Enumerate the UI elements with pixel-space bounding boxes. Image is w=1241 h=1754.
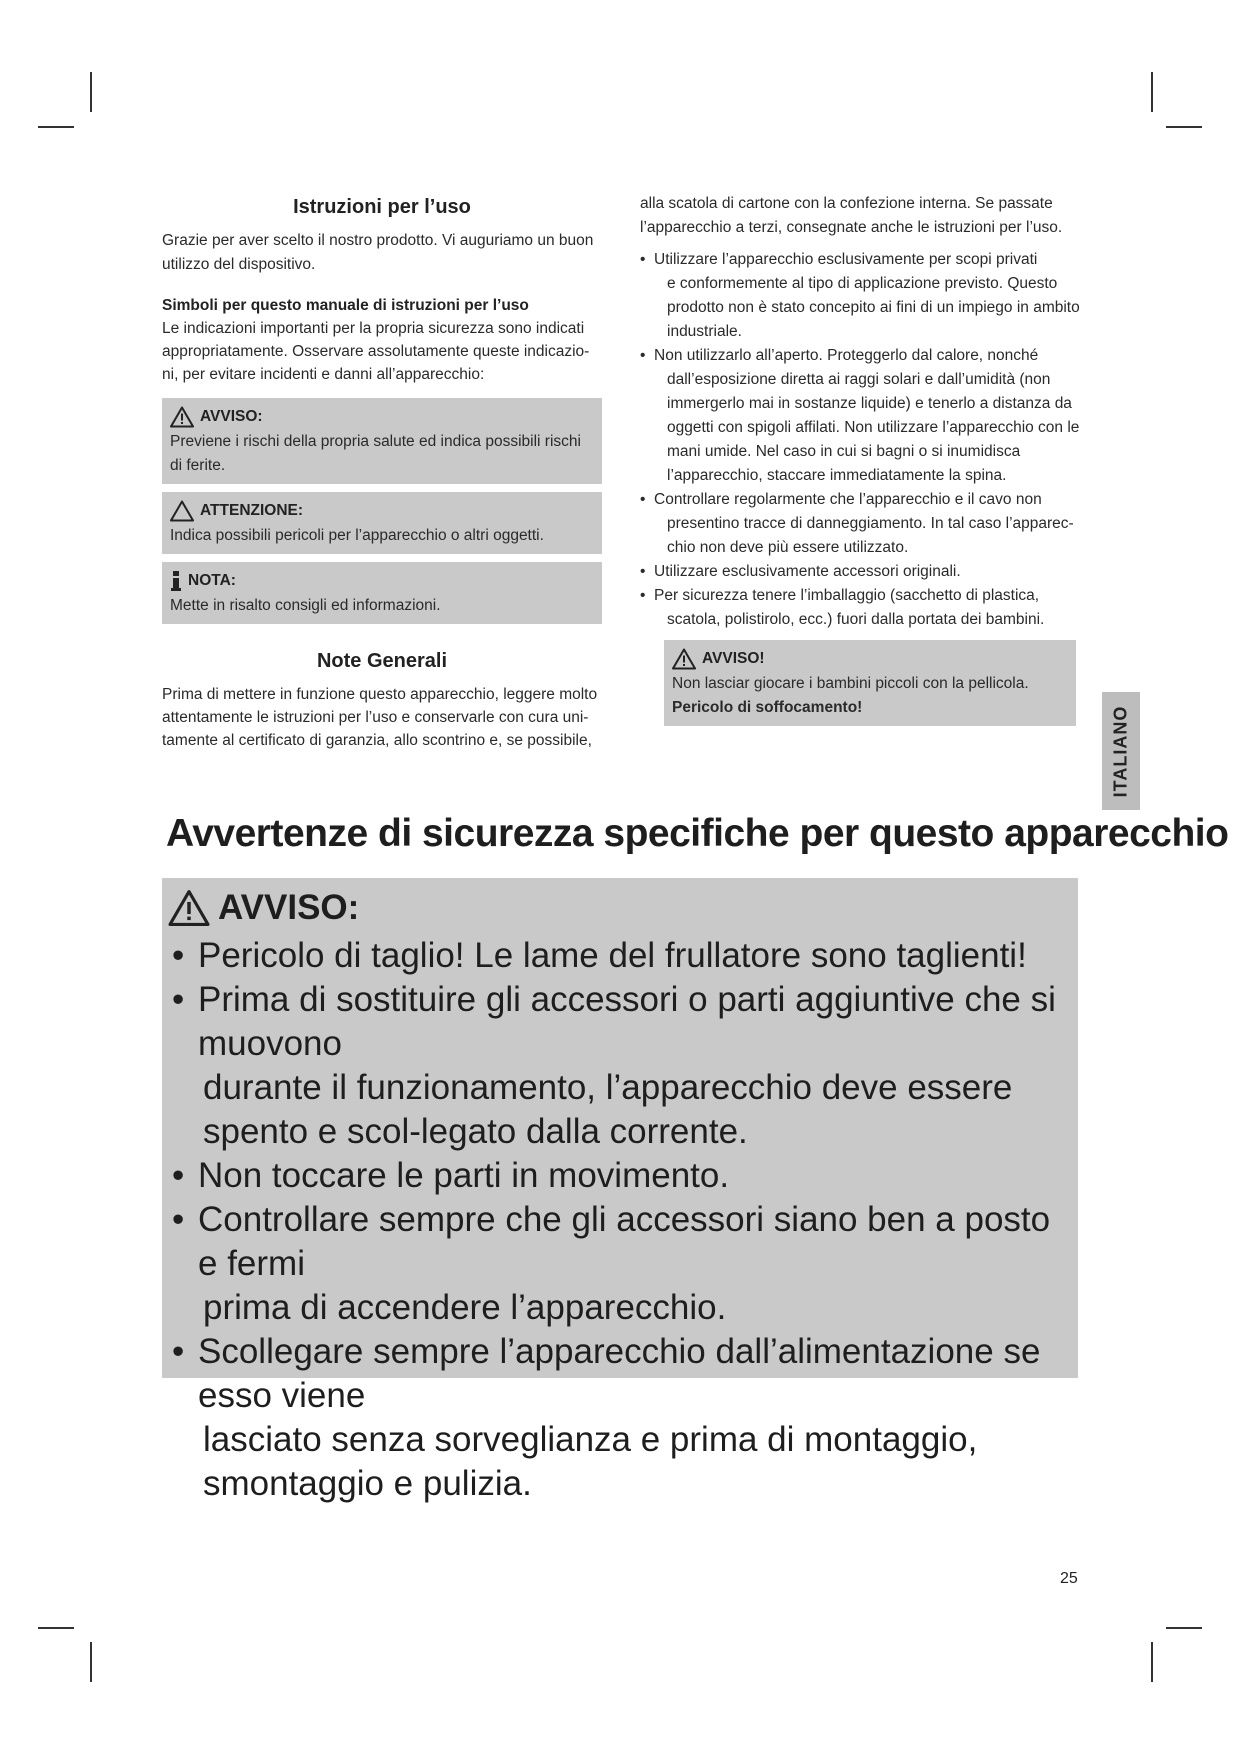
- language-tab: [1102, 692, 1140, 810]
- intro-text: Grazie per aver scelto il nostro prodotto. Vi auguriamo un buon utilizzo del dispositivo.: [162, 232, 594, 273]
- list-item: • Per sicurezza tenere l’imballaggio (sacchetto di plastica, scatola, polistirolo, ecc.) fuori dalla portata dei bambini.: [640, 584, 1080, 632]
- list-item: • Non utilizzarlo all’aperto. Proteggerlo dal calore, nonché dall’esposizione diretta ai raggi solari e dall’umidità (non immergerlo mai in sostanze liquide) e tenerlo a distanza da oggetti con spigoli affilati. Non utilizzare l’apparecchio con le mani umide. Nel caso in cui si bagni o si inumidisca l’apparecchio, staccare immediatamente la spina.: [640, 344, 1080, 488]
- suffocation-warning-box: [664, 640, 1076, 726]
- note-box-title: NOTA:: [188, 572, 236, 589]
- caution-box-title: ATTENZIONE:: [200, 502, 304, 519]
- warning-triangle-icon: [168, 889, 210, 927]
- caution-box: [162, 492, 602, 554]
- suffocation-warning-title: AVVISO!: [702, 650, 765, 667]
- note-box-text: Mette in risalto consigli ed informazioni.: [170, 597, 441, 614]
- crop-mark: [1151, 1642, 1153, 1682]
- warning-box-text: Previene i rischi della propria salute ed indica possibili rischi di ferite.: [170, 433, 581, 474]
- list-item: • Prima di sostituire gli accessori o parti aggiuntive che si muovono durante il funzionamento, l’apparecchio deve essere spento e scol-legato dalla corrente.: [168, 978, 1068, 1154]
- list-item: • Scollegare sempre l’apparecchio dall’alimentazione se esso viene lasciato senza sorveglianza e prima di montaggio, smontaggio e pulizia.: [168, 1330, 1068, 1506]
- caution-triangle-icon: [170, 500, 194, 522]
- list-item: • Controllare regolarmente che l’apparecchio e il cavo non presentino tracce di danneggiamento. In tal caso l’apparec-chio non deve più essere utilizzato.: [640, 488, 1080, 560]
- general-notes-title: Note Generali: [316, 650, 448, 672]
- suffocation-warning-line1: Non lasciar giocare i bambini piccoli con la pellicola.: [672, 675, 1029, 692]
- warning-triangle-icon: [170, 406, 194, 428]
- page-number: 25: [1060, 1570, 1078, 1587]
- caution-box-text: Indica possibili pericoli per l’apparecchio o altri oggetti.: [170, 527, 544, 544]
- safety-list: [168, 934, 1068, 1506]
- right-column: [640, 192, 1080, 734]
- safety-title: Avvertenze di sicurezza specifiche per questo apparecchio: [166, 812, 1229, 855]
- safety-warning-box: [162, 878, 1078, 1503]
- list-item: • Controllare sempre che gli accessori siano ben a posto e fermi prima di accendere l’apparecchio.: [168, 1198, 1068, 1330]
- list-item: • Non toccare le parti in movimento.: [168, 1154, 1068, 1198]
- crop-mark: [90, 1642, 92, 1682]
- crop-mark: [38, 126, 74, 128]
- suffocation-warning-line2: Pericolo di soffocamento!: [672, 699, 863, 716]
- warning-box: [162, 398, 602, 484]
- list-item: • Utilizzare esclusivamente accessori originali.: [640, 560, 1080, 584]
- crop-mark: [1151, 72, 1153, 112]
- symbols-text: Le indicazioni importanti per la propria sicurezza sono indicati appropriatamente. Osservare assolutamente queste indicazio-ni, per evitare incidenti e danni all’apparecchio:: [162, 320, 590, 383]
- note-box: [162, 562, 602, 624]
- general-notes-text: Prima di mettere in funzione questo apparecchio, leggere molto attentamente le istruzioni per l’uso e conservarle con cura uni-tamente al certificato di garanzia, allo scontrino e, se possibile,: [162, 686, 598, 749]
- crop-mark: [90, 72, 92, 112]
- left-column: [162, 196, 602, 752]
- crop-mark: [1166, 1627, 1202, 1629]
- list-item: • Pericolo di taglio! Le lame del frullatore sono taglienti!: [168, 934, 1068, 978]
- crop-mark: [38, 1627, 74, 1629]
- list-item: • Utilizzare l’apparecchio esclusivamente per scopi privati e conformemente al tipo di applicazione previsto. Questo prodotto non è stato concepito ai fini di un impiego in ambito industriale.: [640, 248, 1080, 344]
- language-tab-label: ITALIANO: [1110, 705, 1131, 797]
- crop-mark: [1166, 126, 1202, 128]
- warning-triangle-icon: [672, 648, 696, 670]
- general-bullet-list: [640, 248, 1080, 632]
- info-icon: [170, 570, 182, 592]
- warning-box-title: AVVISO:: [200, 408, 263, 425]
- safety-box-title: AVVISO:: [218, 888, 360, 927]
- symbols-heading: Simboli per questo manuale di istruzioni per l’uso: [162, 297, 529, 314]
- instructions-title: Istruzioni per l’uso: [293, 196, 471, 218]
- continued-text: alla scatola di cartone con la confezione interna. Se passate l’apparecchio a terzi, consegnate anche le istruzioni per l’uso.: [640, 195, 1063, 236]
